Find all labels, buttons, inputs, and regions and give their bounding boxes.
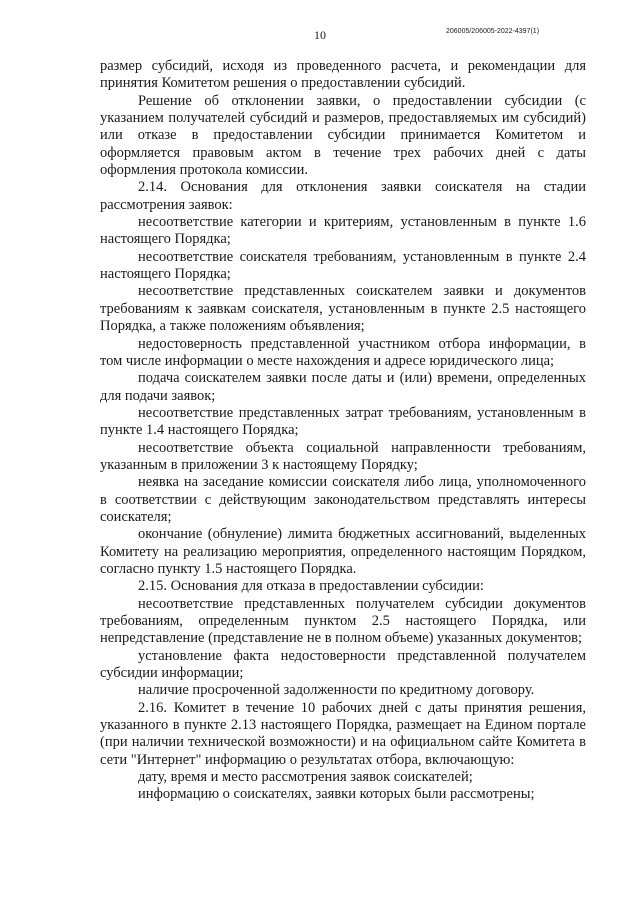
document-body (100, 58, 586, 804)
document-id: 206005/206005-2022-4397(1) (446, 28, 540, 35)
paragraph: окончание (обнуление) лимита бюджетных ассигнований, выделенных Комитету на реализацию мероприятия, определенного настоящим Порядком, согласно пункту 1.5 настоящего Порядка. (100, 526, 586, 577)
paragraph: 2.15. Основания для отказа в предоставлении субсидии: (138, 578, 484, 595)
paragraph: размер субсидий, исходя из проведенного расчета, и рекомендации для принятия Комитетом решения о предоставлении субсидий. (100, 58, 586, 92)
paragraph: 2.16. Комитет в течение 10 рабочих дней с даты принятия решения, указанного в пункте 2.13 настоящего Порядка, размещает на Едином портале (при наличии технической возможности) и на официальном сайте Комитета в сети "Интернет" информацию о результатах отбора, включающую: (100, 699, 586, 768)
paragraph: несоответствие объекта социальной направленности требованиям, указанным в приложении 3 к настоящему Порядку; (100, 439, 586, 473)
paragraph: недостоверность представленной участником отбора информации, в том числе информации о месте нахождения и адресе юридического лица; (100, 335, 586, 369)
paragraph: несоответствие представленных получателем субсидии документов требованиям, определенным пунктом 2.5 настоящего Порядка, или непредставление (представление не в полном объеме) указанных документов; (100, 595, 586, 647)
paragraph: установление факта недостоверности представленной получателем субсидии информации; (100, 647, 586, 682)
paragraph: несоответствие представленных соискателем заявки и документов требованиям к заявкам соискателя, установленным в пункте 2.5 настоящего Порядка, а также положениям объявления; (100, 283, 586, 335)
paragraph: дату, время и место рассмотрения заявок соискателей; (138, 769, 473, 786)
paragraph: Решение об отклонении заявки, о предоставлении субсидии (с указанием получателей субсидий и размеров, предоставляемых им субсидий) или отказе в предоставлении субсидии принимается Комитетом и оформляется правовым актом в течение трех рабочих дней с даты оформления протокола комиссии. (100, 92, 586, 179)
page-number: 10 (314, 28, 326, 42)
paragraph: наличие просроченной задолженности по кредитному договору. (138, 682, 535, 699)
paragraph: информацию о соискателях, заявки которых были рассмотрены; (138, 786, 535, 803)
paragraph: подача соискателем заявки после даты и (или) времени, определенных для подачи заявок; (100, 370, 586, 404)
paragraph: несоответствие соискателя требованиям, установленным в пункте 2.4 настоящего Порядка; (100, 248, 586, 283)
paragraph: неявка на заседание комиссии соискателя либо лица, уполномоченного в соответствии с действующим законодательством представлять интересы соискателя; (100, 474, 586, 525)
paragraph: 2.14. Основания для отклонения заявки соискателя на стадии рассмотрения заявок: (100, 179, 586, 213)
paragraph: несоответствие представленных затрат требованиям, установленным в пункте 1.4 настоящего Порядка; (100, 404, 586, 439)
paragraph: несоответствие категории и критериям, установленным в пункте 1.6 настоящего Порядка; (100, 214, 586, 248)
